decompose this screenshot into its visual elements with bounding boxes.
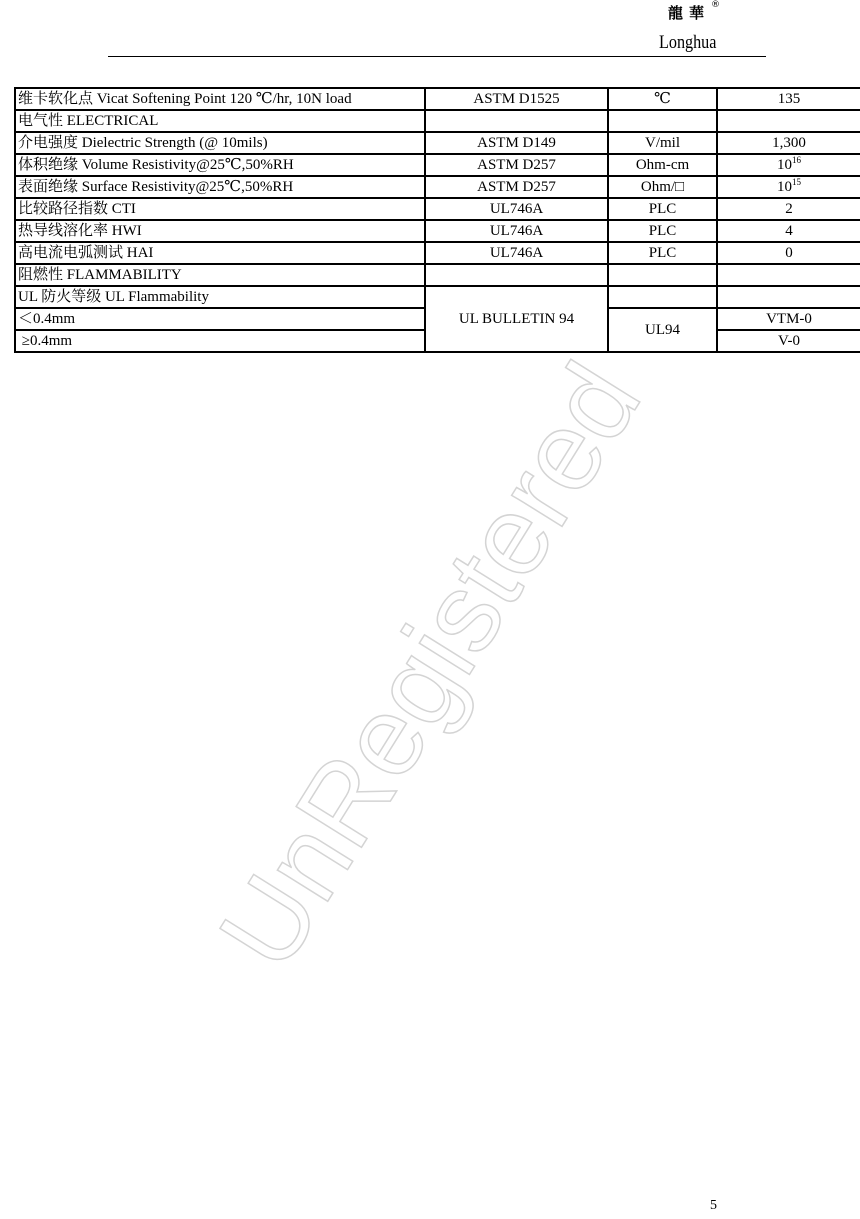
brand-chinese-name: 龍華 bbox=[668, 4, 711, 22]
property-cell: 体积绝缘 Volume Resistivity@25℃,50%RH bbox=[15, 154, 425, 176]
ul94-unit-cell: UL94 bbox=[608, 308, 717, 352]
value-cell bbox=[717, 176, 860, 198]
section-heading-cell: 电气性 ELECTRICAL bbox=[15, 110, 425, 132]
value-cell: 2 bbox=[717, 198, 860, 220]
section-heading-cell: 阻燃性 FLAMMABILITY bbox=[15, 264, 425, 286]
value-cell: 135 bbox=[717, 88, 860, 110]
table-row bbox=[15, 154, 860, 176]
unregistered-watermark: UnRegistered bbox=[195, 342, 665, 990]
value-cell bbox=[717, 110, 860, 132]
table-row bbox=[15, 132, 860, 154]
unit-cell: PLC bbox=[608, 242, 717, 264]
unit-cell: Ohm/□ bbox=[608, 176, 717, 198]
unit-cell: ℃ bbox=[608, 88, 717, 110]
value-cell bbox=[717, 154, 860, 176]
table-row bbox=[15, 242, 860, 264]
test-method-cell: ASTM D149 bbox=[425, 132, 608, 154]
value-cell bbox=[717, 264, 860, 286]
property-cell: 热导线溶化率 HWI bbox=[15, 220, 425, 242]
test-method-cell bbox=[425, 110, 608, 132]
test-method-cell bbox=[425, 264, 608, 286]
registered-mark: ® bbox=[711, 0, 720, 10]
value-cell: VTM-0 bbox=[717, 308, 860, 330]
value-cell: 4 bbox=[717, 220, 860, 242]
table-row bbox=[15, 264, 860, 286]
brand-english-name: Longhua bbox=[659, 32, 717, 53]
unit-cell bbox=[608, 264, 717, 286]
test-method-cell: UL746A bbox=[425, 242, 608, 264]
page-number: 5 bbox=[710, 1198, 717, 1213]
test-method-cell: UL746A bbox=[425, 198, 608, 220]
test-method-cell: ASTM D257 bbox=[425, 176, 608, 198]
property-cell: 比较路径指数 CTI bbox=[15, 198, 425, 220]
property-cell: ≥0.4mm bbox=[15, 330, 425, 352]
property-cell: 表面绝缘 Surface Resistivity@25℃,50%RH bbox=[15, 176, 425, 198]
test-method-cell: UL746A bbox=[425, 220, 608, 242]
property-cell: UL 防火等级 UL Flammability bbox=[15, 286, 425, 308]
unit-cell bbox=[608, 286, 717, 308]
table-row bbox=[15, 198, 860, 220]
value-exponent: 15 bbox=[792, 177, 801, 187]
property-cell: 维卡软化点 Vicat Softening Point 120 ℃/hr, 10N load bbox=[15, 88, 425, 110]
ul-bulletin-method-cell: UL BULLETIN 94 bbox=[425, 286, 608, 352]
value-cell: 1,300 bbox=[717, 132, 860, 154]
properties-table bbox=[14, 87, 860, 353]
test-method-cell: ASTM D257 bbox=[425, 154, 608, 176]
value-base: 10 bbox=[777, 179, 792, 195]
unit-cell: PLC bbox=[608, 220, 717, 242]
property-cell: ＜0.4mm bbox=[15, 308, 425, 330]
table-row bbox=[15, 110, 860, 132]
table-row bbox=[15, 176, 860, 198]
value-cell: V-0 bbox=[717, 330, 860, 352]
table-row bbox=[15, 220, 860, 242]
value-cell bbox=[717, 286, 860, 308]
property-cell: 高电流电弧测试 HAI bbox=[15, 242, 425, 264]
property-cell: 介电强度 Dielectric Strength (@ 10mils) bbox=[15, 132, 425, 154]
unit-cell bbox=[608, 110, 717, 132]
unit-cell: Ohm-cm bbox=[608, 154, 717, 176]
header-rule bbox=[108, 56, 766, 57]
unit-cell: V/mil bbox=[608, 132, 717, 154]
unit-cell: PLC bbox=[608, 198, 717, 220]
value-base: 10 bbox=[777, 157, 792, 173]
value-exponent: 16 bbox=[792, 155, 801, 165]
table-row bbox=[15, 88, 860, 110]
value-cell: 0 bbox=[717, 242, 860, 264]
test-method-cell: ASTM D1525 bbox=[425, 88, 608, 110]
table-row bbox=[15, 286, 860, 308]
